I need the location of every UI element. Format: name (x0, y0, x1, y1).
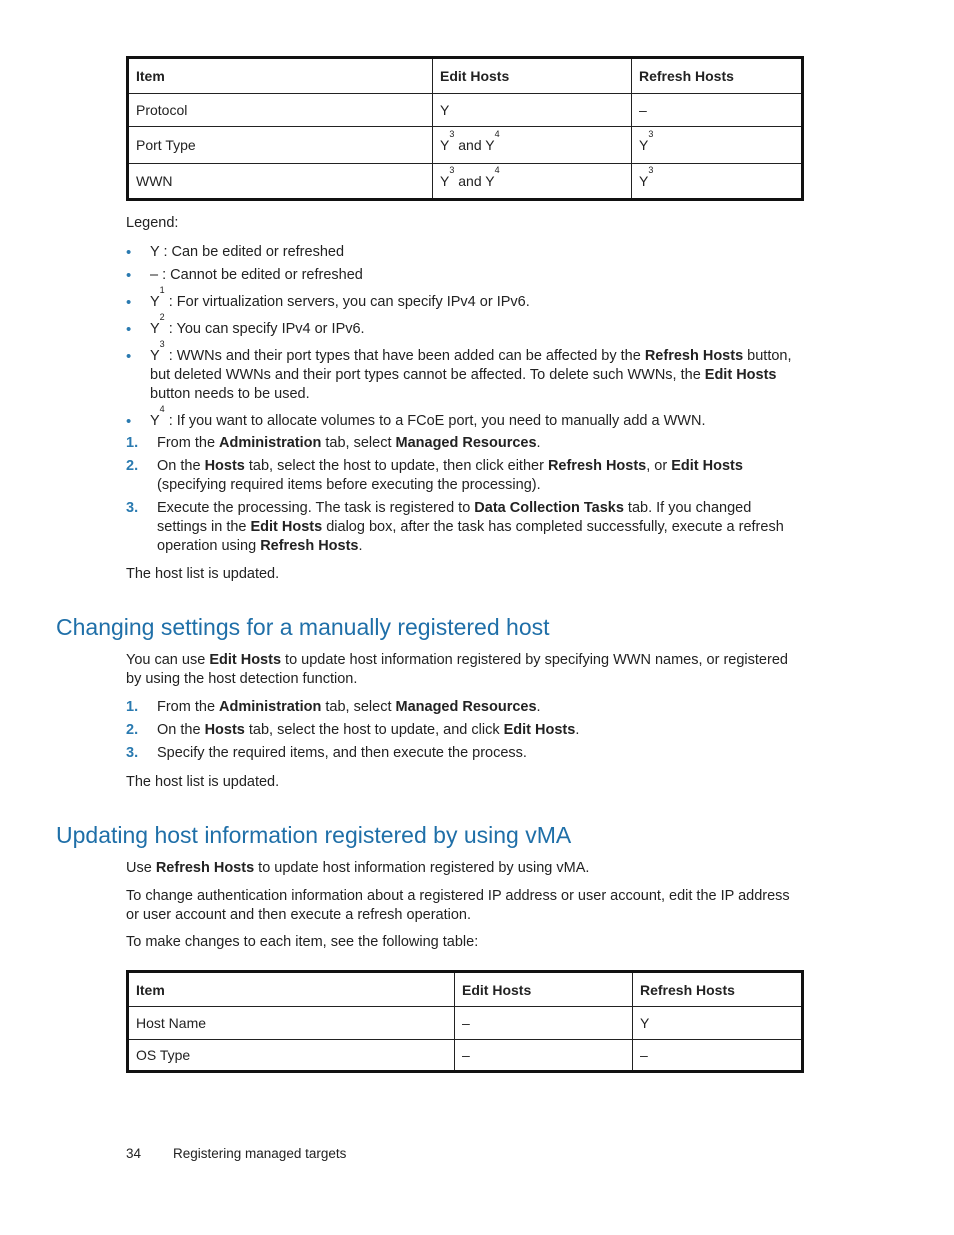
superscript: 3 (648, 165, 654, 175)
procedure-steps (126, 698, 802, 767)
table-row (128, 1007, 803, 1040)
table-cell: $Y^3$ (632, 164, 803, 200)
table-cell: Port Type (128, 127, 433, 164)
legend-item: • $Y^1$ : For virtualization servers, you can specify IPv4 or IPv6. (126, 285, 530, 311)
column-header-refresh-hosts: Refresh Hosts (633, 972, 803, 1007)
procedure-steps (126, 434, 802, 560)
section-heading: Updating host information registered by using vMA (56, 822, 572, 848)
table-header-row (128, 972, 803, 1007)
table-row (128, 1040, 803, 1072)
hosts-settings-table (126, 56, 804, 201)
table-cell: Y (433, 94, 632, 127)
legend-item: • – : Cannot be edited or refreshed (126, 267, 363, 284)
legend-title: Legend: (126, 215, 179, 231)
step-item: 2. On the Hosts tab, select the host to update, and click Edit Hosts. (126, 722, 580, 738)
table-cell: $Y^3$ (632, 127, 803, 164)
table-header-row (128, 58, 803, 94)
table-cell: $Y^3$ and $Y^4$ (433, 127, 632, 164)
table-cell: Host Name (128, 1007, 455, 1040)
bullet-icon: • (126, 294, 132, 311)
footer-title: Registering managed targets (173, 1146, 347, 1161)
table-cell: $Y^3$ and $Y^4$ (433, 164, 632, 200)
column-header-edit-hosts: Edit Hosts (455, 972, 633, 1007)
legend-item: • $Y^4$ : If you want to allocate volumes to a FCoE port, you need to manually add a WWN. (126, 404, 706, 430)
bullet-icon: • (126, 244, 132, 261)
paragraph: To change authentication information about a registered IP address or user account, edit the IP address or user account and then execute a refresh operation. (126, 888, 790, 923)
legend-list (126, 243, 802, 435)
table-cell: WWN (128, 164, 433, 200)
paragraph: To make changes to each item, see the following table: (126, 934, 479, 950)
result-text: The host list is updated. (126, 774, 280, 790)
bullet-icon: • (126, 321, 132, 338)
table-cell: – (633, 1040, 803, 1072)
table-row (128, 127, 803, 164)
bullet-icon: • (126, 348, 132, 365)
vma-settings-table (126, 970, 804, 1073)
column-header-edit-hosts: Edit Hosts (433, 58, 632, 94)
superscript: 3 (449, 165, 455, 175)
table-row (128, 94, 803, 127)
step-item: 3. Specify the required items, and then execute the process. (126, 745, 527, 761)
bullet-icon: • (126, 267, 132, 284)
superscript: 4 (494, 165, 500, 175)
step-item: 2. On the Hosts tab, select the host to update, then click either Refresh Hosts, or Edit Hosts (specifying required items before executing the processing). (126, 458, 743, 493)
legend-item: • $Y^3$ : WWNs and their port types that have been added can be affected by the Refresh Hosts button, but deleted WWNs and their port types cannot be affected. To delete such WWNs, the Edit Hosts button needs to be used. (126, 339, 792, 402)
legend-item: • Y : Can be edited or refreshed (126, 244, 345, 261)
column-header-refresh-hosts: Refresh Hosts (632, 58, 803, 94)
table-cell: – (455, 1040, 633, 1072)
column-header-item: Item (128, 972, 455, 1007)
step-item: 1. From the Administration tab, select Managed Resources. (126, 435, 541, 451)
page-number: 34 (126, 1146, 142, 1161)
section-heading: Changing settings for a manually registered host (56, 614, 550, 640)
result-text: The host list is updated. (126, 566, 280, 582)
legend-item: • $Y^2$ : You can specify IPv4 or IPv6. (126, 312, 365, 338)
table-cell: Y (633, 1007, 803, 1040)
superscript: 4 (494, 129, 500, 139)
table-row (128, 164, 803, 200)
superscript: 3 (648, 129, 654, 139)
bullet-icon: • (126, 413, 132, 430)
step-item: 1. From the Administration tab, select Managed Resources. (126, 699, 541, 715)
superscript: 3 (449, 129, 455, 139)
table-cell: – (632, 94, 803, 127)
section-intro: Use Refresh Hosts to update host information registered by using vMA. (126, 860, 590, 876)
step-item: 3. Execute the processing. The task is registered to Data Collection Tasks tab. If you changed settings in the Edit Hosts dialog box, after the task has completed successfully, execute a refresh operation using Refresh Hosts. (126, 500, 784, 554)
column-header-item: Item (128, 58, 433, 94)
table-cell: – (455, 1007, 633, 1040)
section-intro: You can use Edit Hosts to update host information registered by specifying WWN names, or registered by using the host detection function. (126, 652, 788, 687)
table-cell: OS Type (128, 1040, 455, 1072)
table-cell: Protocol (128, 94, 433, 127)
